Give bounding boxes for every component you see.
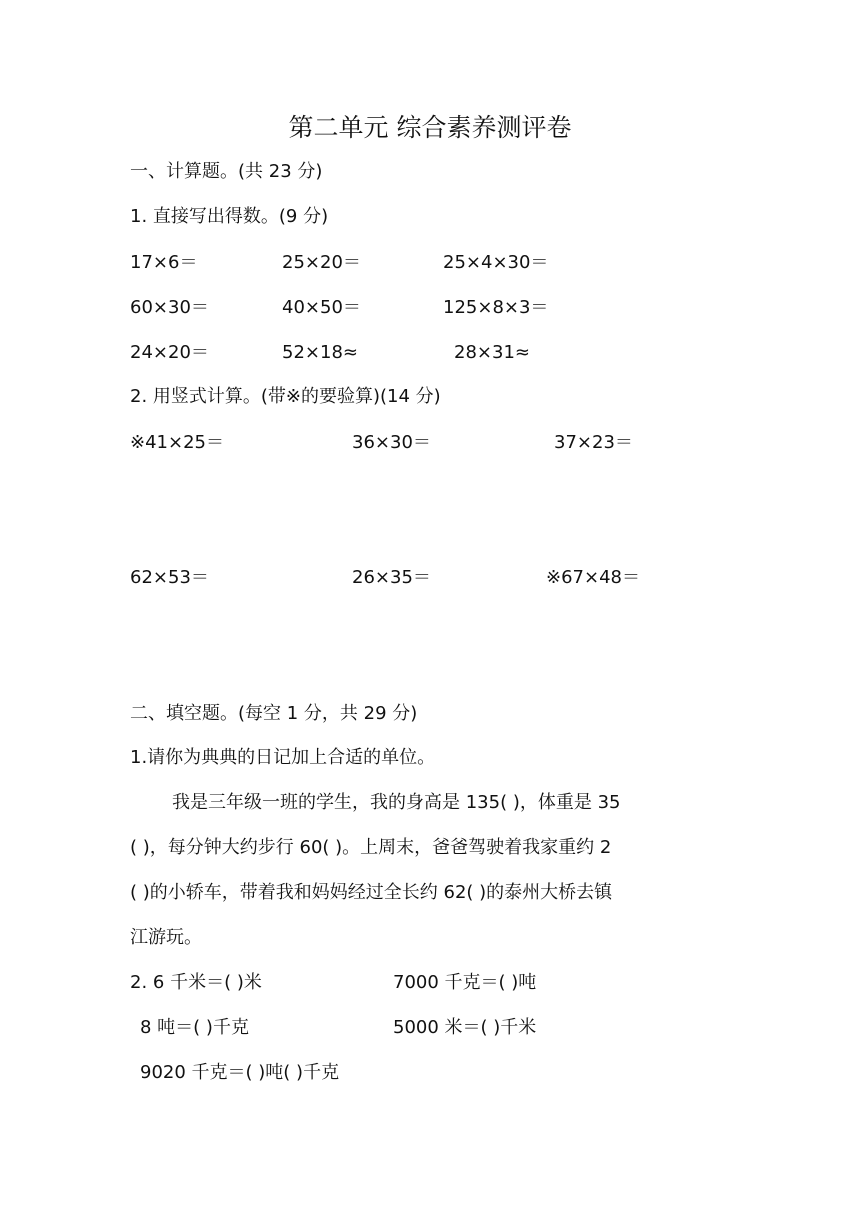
conversion-item: 9020 千克＝( )吨( )千克 (140, 1062, 340, 1083)
section2-heading: 二、填空题。(每空 1 分，共 29 分) (130, 703, 418, 724)
diary-line: ( )，每分钟大约步行 60( )。上周末，爸爸驾驶着我家重约 2 (130, 837, 612, 858)
diary-line: 江游玩。 (130, 927, 202, 948)
q1-item: 24×20＝ (130, 342, 209, 363)
q2-item: 37×23＝ (554, 432, 633, 453)
q1-item: 52×18≈ (282, 342, 358, 363)
diary-line: ( )的小轿车，带着我和妈妈经过全长约 62( )的泰州大桥去镇 (130, 882, 613, 903)
conversion-item: 7000 千克＝( )吨 (393, 972, 537, 993)
q1-item: 17×6＝ (130, 252, 198, 273)
q2-item: ※67×48＝ (546, 567, 640, 588)
conversion-item: 2. 6 千米＝( )米 (130, 972, 262, 993)
q1-item: 25×20＝ (282, 252, 361, 273)
q1-item: 60×30＝ (130, 297, 209, 318)
section1-heading: 一、计算题。(共 23 分) (130, 161, 323, 182)
q1-item: 125×8×3＝ (443, 297, 549, 318)
q1-label: 1. 直接写出得数。(9 分) (130, 206, 329, 227)
diary-line: 我是三年级一班的学生，我的身高是 135( )，体重是 35 (172, 792, 621, 813)
worksheet-title: 第二单元 综合素养测评卷 (288, 113, 572, 142)
q2-label: 2. 用竖式计算。(带※的要验算)(14 分) (130, 386, 441, 407)
conversion-item: 5000 米＝( )千米 (393, 1017, 537, 1038)
q2-item: 26×35＝ (352, 567, 431, 588)
q1-item: 40×50＝ (282, 297, 361, 318)
q2-item: 62×53＝ (130, 567, 209, 588)
conversion-item: 8 吨＝( )千克 (140, 1017, 249, 1038)
q1-item: 28×31≈ (454, 342, 530, 363)
q2-item: ※41×25＝ (130, 432, 224, 453)
q2-item: 36×30＝ (352, 432, 431, 453)
q1-item: 25×4×30＝ (443, 252, 549, 273)
fill-q1-label: 1.请你为典典的日记加上合适的单位。 (130, 747, 436, 768)
